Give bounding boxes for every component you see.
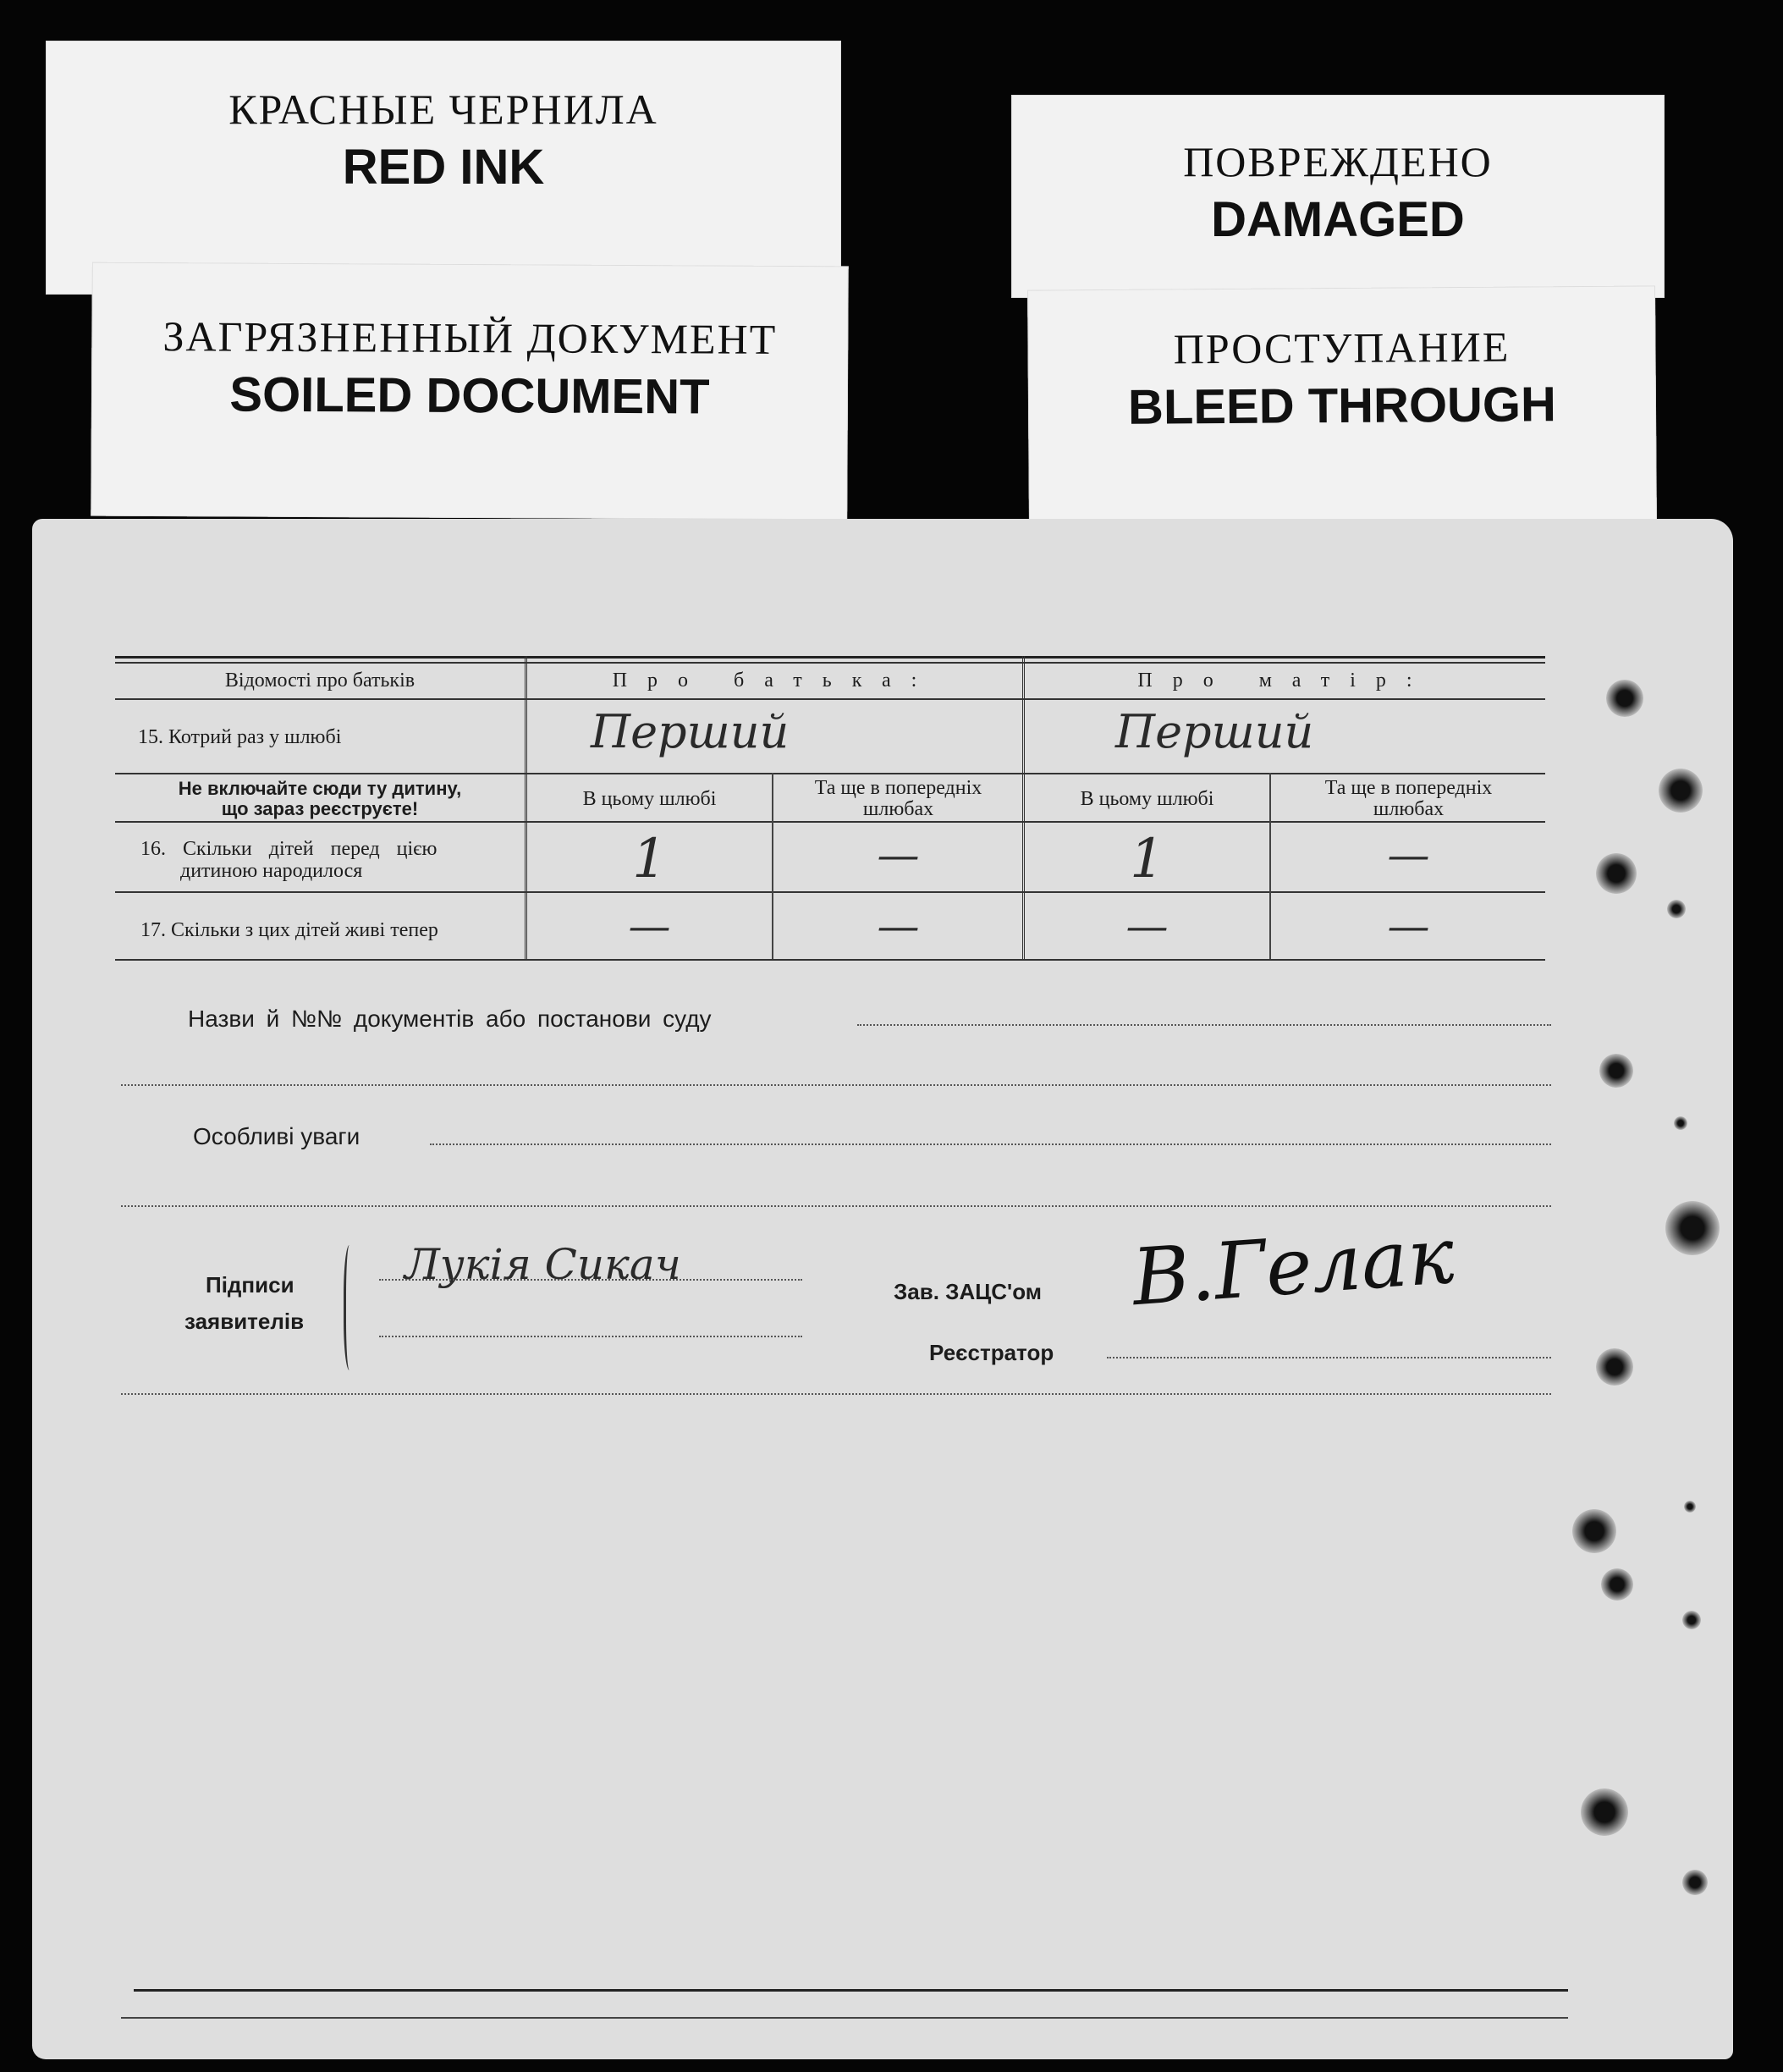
signatures-bottom-line bbox=[121, 1393, 1551, 1395]
row17-father-this: — bbox=[628, 901, 671, 951]
registrar-signature: В.Гелак bbox=[1129, 1210, 1457, 1324]
row15-father-value: Перший bbox=[591, 705, 790, 758]
applicants-brace bbox=[344, 1245, 358, 1370]
row16-father-this: 1 bbox=[632, 828, 667, 890]
row17-father-prev: — bbox=[877, 901, 920, 951]
table-col-divider-father bbox=[772, 773, 773, 959]
table-row16-rule bbox=[115, 891, 1545, 893]
punch-hole bbox=[1572, 1509, 1616, 1553]
soiled-label-ru: ЗАГРЯЗНЕННЫЙ ДОКУМЕНТ bbox=[162, 312, 778, 363]
row15-mother-value: Перший bbox=[1115, 705, 1314, 758]
table-col-divider-mother bbox=[1269, 773, 1271, 959]
subheader-father-prev-2: шлюбах bbox=[862, 798, 934, 820]
punch-hole bbox=[1581, 1788, 1628, 1836]
table-bottom-rule bbox=[115, 959, 1545, 961]
applicant-sign-line-2 bbox=[379, 1336, 802, 1337]
subheader-note-1: Не включайте сюди ту дитину, bbox=[178, 778, 462, 799]
punch-hole bbox=[1682, 1611, 1701, 1629]
subheader-mother-this: В цьому шлюбі bbox=[1080, 788, 1214, 810]
row17-label: 17. Скільки з цих дітей живі тепер bbox=[140, 919, 438, 941]
bottom-rule-2 bbox=[121, 2017, 1568, 2019]
soiled-label-en: SOILED DOCUMENT bbox=[229, 366, 710, 425]
punch-hole bbox=[1599, 1054, 1633, 1088]
remarks-field-line bbox=[430, 1143, 1551, 1145]
punch-hole bbox=[1601, 1568, 1633, 1601]
red-ink-label bbox=[46, 41, 841, 295]
punch-hole bbox=[1682, 1870, 1708, 1895]
punch-hole bbox=[1667, 900, 1686, 918]
row15-label: 15. Котрий раз у шлюбі bbox=[138, 726, 342, 748]
remarks-label: Особливі уваги bbox=[193, 1123, 360, 1149]
registrar-label: Реєстратор bbox=[929, 1340, 1054, 1365]
header-parents-info: Відомості про батьків bbox=[224, 670, 415, 692]
header-mother: Про матір: bbox=[1137, 670, 1433, 692]
table-top-rule bbox=[115, 656, 1545, 659]
soiled-document-label bbox=[91, 262, 849, 521]
applicants-label-1: Підписи bbox=[206, 1272, 294, 1298]
remarks-field-line-2 bbox=[121, 1205, 1551, 1207]
punch-hole bbox=[1674, 1116, 1687, 1130]
subheader-father-this: В цьому шлюбі bbox=[582, 788, 717, 810]
bleed-label-ru: ПРОСТУПАНИЕ bbox=[1173, 322, 1511, 373]
damaged-label bbox=[1011, 95, 1665, 298]
table-row15-rule bbox=[115, 773, 1545, 774]
punch-hole bbox=[1596, 853, 1637, 894]
applicant-signature: Лукія Сикач bbox=[404, 1240, 681, 1289]
documents-label: Назви й №№ документів або постанови суду bbox=[188, 1006, 712, 1032]
row16-mother-prev: — bbox=[1387, 830, 1430, 879]
row17-mother-prev: — bbox=[1387, 901, 1430, 951]
table-top-rule-2 bbox=[115, 662, 1545, 664]
row16-father-prev: — bbox=[877, 830, 920, 879]
bleed-through-label bbox=[1027, 285, 1657, 526]
bottom-rule bbox=[134, 1989, 1568, 1992]
damaged-label-en: DAMAGED bbox=[1211, 192, 1465, 247]
punch-hole bbox=[1606, 680, 1643, 717]
red-ink-label-en: RED INK bbox=[342, 140, 545, 195]
applicants-label-2: заявителів bbox=[184, 1309, 305, 1334]
documents-field-line-2 bbox=[121, 1084, 1551, 1086]
table-header-rule bbox=[115, 698, 1545, 700]
head-label: Зав. ЗАЦС'ом bbox=[894, 1279, 1042, 1304]
punch-hole bbox=[1596, 1348, 1633, 1386]
row16-mother-this: 1 bbox=[1130, 828, 1164, 890]
bleed-label-en: BLEED THROUGH bbox=[1127, 377, 1557, 435]
damaged-label-ru: ПОВРЕЖДЕНО bbox=[1183, 138, 1493, 185]
row16-label-1: 16. Скільки дітей перед цією bbox=[140, 838, 437, 860]
header-father: Про батька: bbox=[612, 670, 938, 692]
row17-mother-this: — bbox=[1125, 901, 1169, 951]
subheader-father-prev-1: Та ще в попередніх bbox=[814, 777, 982, 799]
subheader-mother-prev-2: шлюбах bbox=[1373, 798, 1445, 820]
applicant-sign-line-1 bbox=[379, 1279, 802, 1281]
punch-hole bbox=[1684, 1501, 1696, 1513]
punch-hole bbox=[1659, 769, 1703, 813]
red-ink-label-ru: КРАСНЫЕ ЧЕРНИЛА bbox=[228, 85, 658, 133]
subheader-note-2: що зараз реєструєте! bbox=[221, 798, 419, 819]
table-subheader-rule bbox=[115, 821, 1545, 823]
birth-record-sheet bbox=[32, 519, 1733, 2059]
subheader-mother-prev-1: Та ще в попередніх bbox=[1324, 777, 1493, 799]
row16-label-2: дитиною народилося bbox=[180, 860, 363, 882]
registrar-sign-line bbox=[1107, 1357, 1551, 1358]
punch-hole bbox=[1665, 1201, 1720, 1255]
documents-field-line bbox=[857, 1024, 1551, 1026]
